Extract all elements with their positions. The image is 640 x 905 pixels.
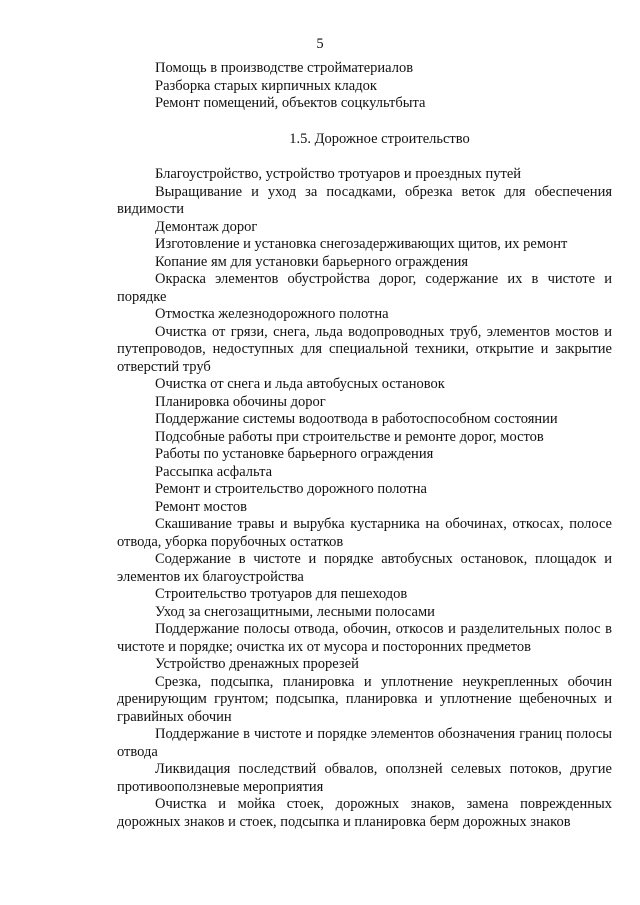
page-number: 5	[316, 36, 324, 52]
list-item: Помощь в производстве стройматериалов	[155, 60, 414, 76]
list-item: Устройство дренажных прорезей	[155, 656, 359, 672]
list-item: Очистка и мойка стоек, дорожных знаков, замена поврежденных дорожных знаков и стоек, подсыпка и планировка берм дорожных знаков	[117, 796, 612, 830]
list-item: Демонтаж дорог	[155, 218, 258, 235]
list-item: Ремонт мостов	[155, 498, 247, 515]
section-list	[117, 166, 612, 831]
list-item: Планировка обочины дорог	[155, 393, 326, 410]
list-item: Срезка, подсыпка, планировка и уплотнение неукрепленных обочин дренирующим грунтом; подсыпка, планировка и уплотнение щебеночных и гравийных обочин	[117, 673, 612, 725]
list-item: Окраска элементов обустройства дорог, содержание их в чистоте и порядке	[117, 271, 612, 305]
list-item: Отмостка железнодорожного полотна	[155, 306, 389, 322]
list-item: Ремонт помещений, объектов соцкультбыта	[155, 95, 426, 111]
list-item: Поддержание в чистоте и порядке элементов обозначения границ полосы отвода	[117, 726, 612, 760]
list-item: Разборка старых кирпичных кладок	[155, 77, 377, 94]
list-item: Очистка от грязи, снега, льда водопроводных труб, элементов мостов и путепроводов, недоступных для специальной техники, открытие и закрытие отверстий труб	[117, 323, 612, 375]
list-item: Копание ям для установки барьерного ограждения	[155, 253, 469, 270]
list-item: Рассыпка асфальта	[155, 463, 273, 480]
list-item: Уход за снегозащитными, лесными полосами	[155, 603, 435, 620]
list-item: Скашивание травы и вырубка кустарника на обочинах, откосах, полосе отвода, уборка порубочных остатков	[117, 516, 612, 550]
list-item: Строительство тротуаров для пешеходов	[155, 586, 408, 602]
list-item: Очистка от снега и льда автобусных остановок	[155, 376, 445, 392]
list-item: Изготовление и установка снегозадерживающих щитов, их ремонт	[155, 236, 568, 252]
document-body	[117, 60, 612, 831]
list-item: Работы по установке барьерного ограждения	[155, 446, 434, 462]
list-item: Подсобные работы при строительстве и ремонте дорог, мостов	[155, 428, 544, 445]
list-item: Содержание в чистоте и порядке автобусных остановок, площадок и элементов их благоустройства	[117, 551, 612, 585]
intro-list	[117, 60, 612, 113]
list-item: Выращивание и уход за посадками, обрезка веток для обеспечения видимости	[117, 183, 612, 217]
list-item: Поддержание системы водоотвода в работоспособном состоянии	[155, 411, 558, 427]
section-title: 1.5. Дорожное строительство	[289, 130, 470, 147]
list-item: Ликвидация последствий обвалов, оползней селевых потоков, другие противооползневые мероприятия	[117, 761, 612, 795]
list-item: Ремонт и строительство дорожного полотна	[155, 481, 427, 497]
list-item: Поддержание полосы отвода, обочин, откосов и разделительных полос в чистоте и порядке; очистка их от мусора и посторонних предметов	[117, 621, 612, 655]
list-item: Благоустройство, устройство тротуаров и проездных путей	[155, 166, 522, 182]
